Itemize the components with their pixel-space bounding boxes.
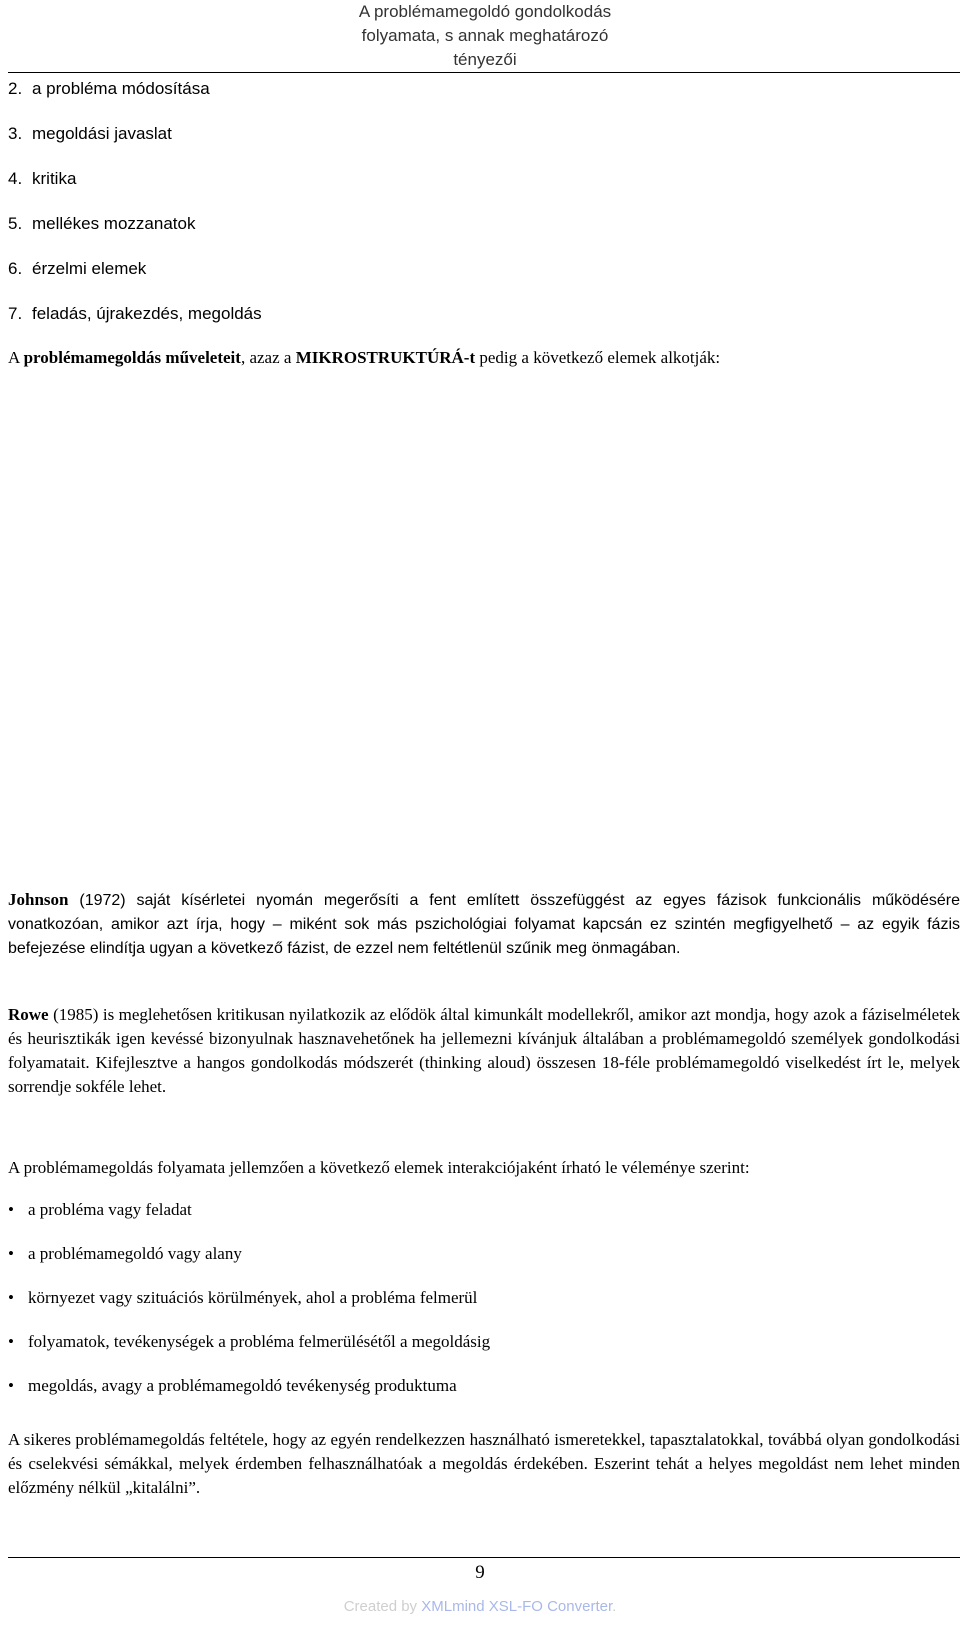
list-item-text: megoldás, avagy a problémamegoldó tevékenység produktuma [28, 1376, 457, 1395]
list-item-text: a problémamegoldó vagy alany [28, 1244, 242, 1263]
list-item-text: kritika [32, 169, 77, 188]
list-item-number: 7. [8, 304, 23, 323]
list-item [8, 299, 262, 344]
list-item [8, 74, 262, 119]
header-title-line-1: A problémamegoldó gondolkodás [358, 2, 612, 21]
converter-watermark: Created by XMLmind XSL-FO Converter. [343, 1598, 617, 1615]
list-item [8, 254, 262, 299]
bullet-icon: • [8, 1332, 14, 1351]
list-item-text: érzelmi elemek [32, 259, 147, 278]
interaction-intro: A problémamegoldás folyamata jellemzően a következő elemek interakciójaként írható le véleménye szerint: [8, 1158, 750, 1177]
running-header [340, 0, 630, 72]
interaction-elements-list [8, 1198, 490, 1418]
list-item-number: 4. [8, 169, 23, 188]
list-item-text: a probléma módosítása [32, 79, 210, 98]
list-item-number: 5. [8, 214, 23, 233]
list-item-text: mellékes mozzanatok [32, 214, 196, 233]
list-item-text: folyamatok, tevékenységek a probléma felmerülésétől a megoldásig [28, 1332, 491, 1351]
list-item [8, 164, 262, 209]
list-item [8, 1286, 490, 1330]
list-item [8, 1330, 490, 1374]
bold-term: problémamegoldás műveleteit [23, 348, 241, 367]
list-item [8, 1198, 490, 1242]
footer-divider [8, 1557, 960, 1558]
list-item-text: feladás, újrakezdés, megoldás [32, 304, 262, 323]
list-item [8, 1374, 490, 1418]
list-item-number: 6. [8, 259, 23, 278]
phases-list [8, 74, 262, 344]
list-item-number: 3. [8, 124, 23, 143]
header-title-line-2: folyamata, s annak meghatározó [361, 26, 609, 45]
list-item [8, 119, 262, 164]
bullet-icon: • [8, 1376, 14, 1395]
author-name: Rowe [8, 1005, 49, 1024]
list-item-number: 2. [8, 79, 23, 98]
page-number: 9 [475, 1562, 485, 1583]
list-item [8, 1242, 490, 1286]
bullet-icon: • [8, 1244, 14, 1263]
bullet-icon: • [8, 1288, 14, 1307]
header-divider [8, 72, 960, 73]
bullet-icon: • [8, 1200, 14, 1219]
header-title-line-3: tényezői [453, 50, 517, 69]
list-item [8, 209, 262, 254]
list-item-text: a probléma vagy feladat [28, 1200, 192, 1219]
list-item-text: megoldási javaslat [32, 124, 172, 143]
johnson-paragraph: Johnson (1972) saját kísérletei nyomán megerősíti a fent említett összefüggést az egyes fázisok funkcionális működésére vonatkozóan, amikor azt írja, hogy – miként sok más pszichológiai folyamat kapcsán ez szintén megfigyelhető – az egyik fázis befejezése elindítja ugyan a következő fázist, de ezzel nem feltétlenül szűnik meg önmagában. [8, 890, 960, 957]
watermark-brand-link[interactable]: XMLmind XSL-FO Converter [421, 1598, 613, 1615]
author-name: Johnson [8, 890, 69, 909]
bold-term: MIKROSTRUKTÚRÁ-t [295, 348, 476, 367]
rowe-paragraph: Rowe (1985) is meglehetősen kritikusan nyilatkozik az elődök által kimunkált modellekről, amikor azt mondja, hogy azok a fáziselméletek és heurisztikák igen kevéssé bizonyulnak hasznavehetőnek ha jellemezni kívánjuk általában a problémamegoldó személyek gondolkodási folyamatait. Kifejlesztve a hangos gondolkodás módszerét (thinking aloud) összesen 18-féle problémamegoldó viselkedést írt le, melyek sorrendje sokféle lehet. [8, 1005, 960, 1096]
list-item-text: környezet vagy szituációs körülmények, ahol a probléma felmerül [28, 1288, 478, 1307]
microstructure-intro: A problémamegoldás műveleteit, azaz a MIKROSTRUKTÚRÁ-t pedig a következő elemek alkotják: [8, 348, 721, 367]
closing-paragraph: A sikeres problémamegoldás feltétele, hogy az egyén rendelkezzen használható ismeretekkel, tapasztalatokkal, továbbá olyan gondolkodási és cselekvési sémákkal, melyek érdemben felhasználhatóak a megoldás érdekében. Eszerint tehát a helyes megoldást nem lehet minden előzmény nélkül „kitalálni”. [8, 1430, 960, 1497]
